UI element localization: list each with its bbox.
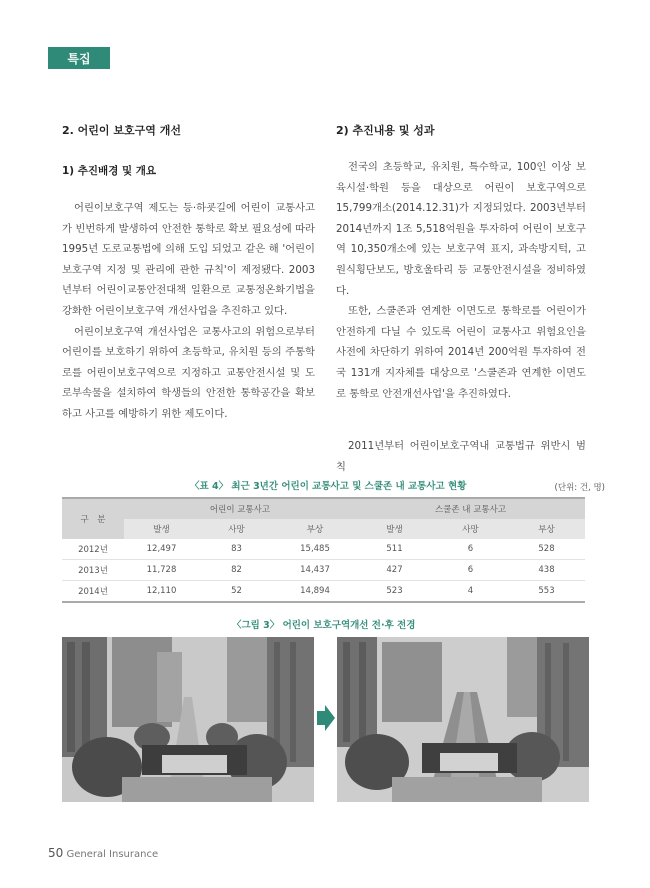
table-subheader: 사망 [199, 519, 274, 539]
left-body [62, 198, 315, 425]
table-subheader: 사망 [433, 519, 508, 539]
table-cell: 83 [199, 539, 274, 560]
figure-caption: 〈그림 3〉 어린이 보호구역개선 전·후 전경 [232, 620, 416, 631]
right-paragraph-2: 또한, 스쿨존과 연계한 이면도로 통학로를 어린이가 안전하게 다닐 수 있도록 어린이 교통사고 위험요인을 사전에 차단하기 위하여 2014년 200억원 투자하여 전국 131개 지자체를 대상으로 '스쿨존과 연계한 이면도로 통학로 안전개선사업'을 추진하였다. [336, 305, 586, 400]
table-row [62, 539, 585, 560]
left-paragraph-2: 어린이보호구역 개선사업은 교통사고의 위험으로부터 어린이를 보호하기 위하여 초등학교, 유치원 등의 주통학로를 어린이보호구역으로 지정하고 교통안전시설 및 도로부속물을 설치하여 학생들의 안전한 통학공간을 확보하고 사고를 예방하기 위한 제도이다. [62, 325, 315, 420]
left-subheading: 1) 추진배경 및 개요 [62, 165, 157, 177]
table-cell: 11,728 [124, 560, 199, 581]
table-cell: 6 [433, 539, 508, 560]
table-cell: 6 [433, 560, 508, 581]
table-cell-year: 2013년 [62, 560, 124, 581]
publication-name: General Insurance [66, 849, 159, 860]
table-cell: 528 [508, 539, 585, 560]
table-header-gubun: 구 분 [62, 498, 124, 539]
table-header-group-schoolzone: 스쿨존 내 교통사고 [356, 498, 585, 519]
table-cell: 553 [508, 581, 585, 603]
arrow-right-icon [317, 705, 335, 731]
right-paragraph-3 [336, 436, 586, 477]
table-header-group-child: 어린이 교통사고 [124, 498, 356, 519]
page-footer [48, 846, 158, 860]
table-cell: 14,894 [274, 581, 356, 603]
section-heading: 2. 어린이 보호구역 개선 [62, 124, 181, 137]
table-cell: 438 [508, 560, 585, 581]
table-cell: 14,437 [274, 560, 356, 581]
table-cell: 12,110 [124, 581, 199, 603]
table-cell: 427 [356, 560, 433, 581]
table-cell: 15,485 [274, 539, 356, 560]
table-cell: 523 [356, 581, 433, 603]
table-row [62, 560, 585, 581]
table-cell-year: 2012년 [62, 539, 124, 560]
table-subheader: 부상 [508, 519, 585, 539]
before-photo [62, 637, 314, 802]
table-cell: 52 [199, 581, 274, 603]
table-cell: 511 [356, 539, 433, 560]
right-paragraph-1: 전국의 초등학교, 유치원, 특수학교, 100인 이상 보육시설·학원 등을 대상으로 어린이 보호구역으로 15,799개소(2014.12.31)가 지정되었다. 2003년부터 2014년까지 1조 5,518억원을 투자하여 어린이 보호구역 10,350개소에 있는 보호구역 표지, 과속방지턱, 고원식횡단보도, 방호울타리 등 교통안전시설을 정비하였다. [336, 161, 586, 297]
right-paragraph-3-text: 2011년부터 어린이보호구역내 교통법규 위반시 범칙 [336, 440, 586, 473]
left-paragraph-1: 어린이보호구역 제도는 등·하굣길에 어린이 교통사고가 빈번하게 발생하여 안전한 통학로 확보 필요성에 따라 1995년 도로교통법에 의해 도입 되었고 같은 해 '어린이보호구역 지정 및 관리에 관한 규칙'이 제정됐다. 2003년부터 어린이교통안전대책 일환으로 교통정온화기법을 강화한 어린이보호구역 개선사업을 추진하고 있다. [62, 202, 315, 317]
table-cell-year: 2014년 [62, 581, 124, 603]
right-body [336, 157, 586, 404]
table-subheader: 발생 [124, 519, 199, 539]
table-cell: 12,497 [124, 539, 199, 560]
section-tag: 특집 [48, 47, 110, 69]
accident-table [62, 497, 585, 603]
table-subheader: 부상 [274, 519, 356, 539]
table-caption: 〈표 4〉 최근 3년간 어린이 교통사고 및 스쿨존 내 교통사고 현황 [190, 481, 467, 492]
right-subheading: 2) 추진내용 및 성과 [336, 124, 435, 137]
table-subheader: 발생 [356, 519, 433, 539]
after-photo [337, 637, 589, 802]
table-cell: 4 [433, 581, 508, 603]
table-cell: 82 [199, 560, 274, 581]
table-unit: (단위: 건, 명) [554, 483, 605, 493]
table-row [62, 581, 585, 603]
page-number: 50 [48, 846, 64, 860]
